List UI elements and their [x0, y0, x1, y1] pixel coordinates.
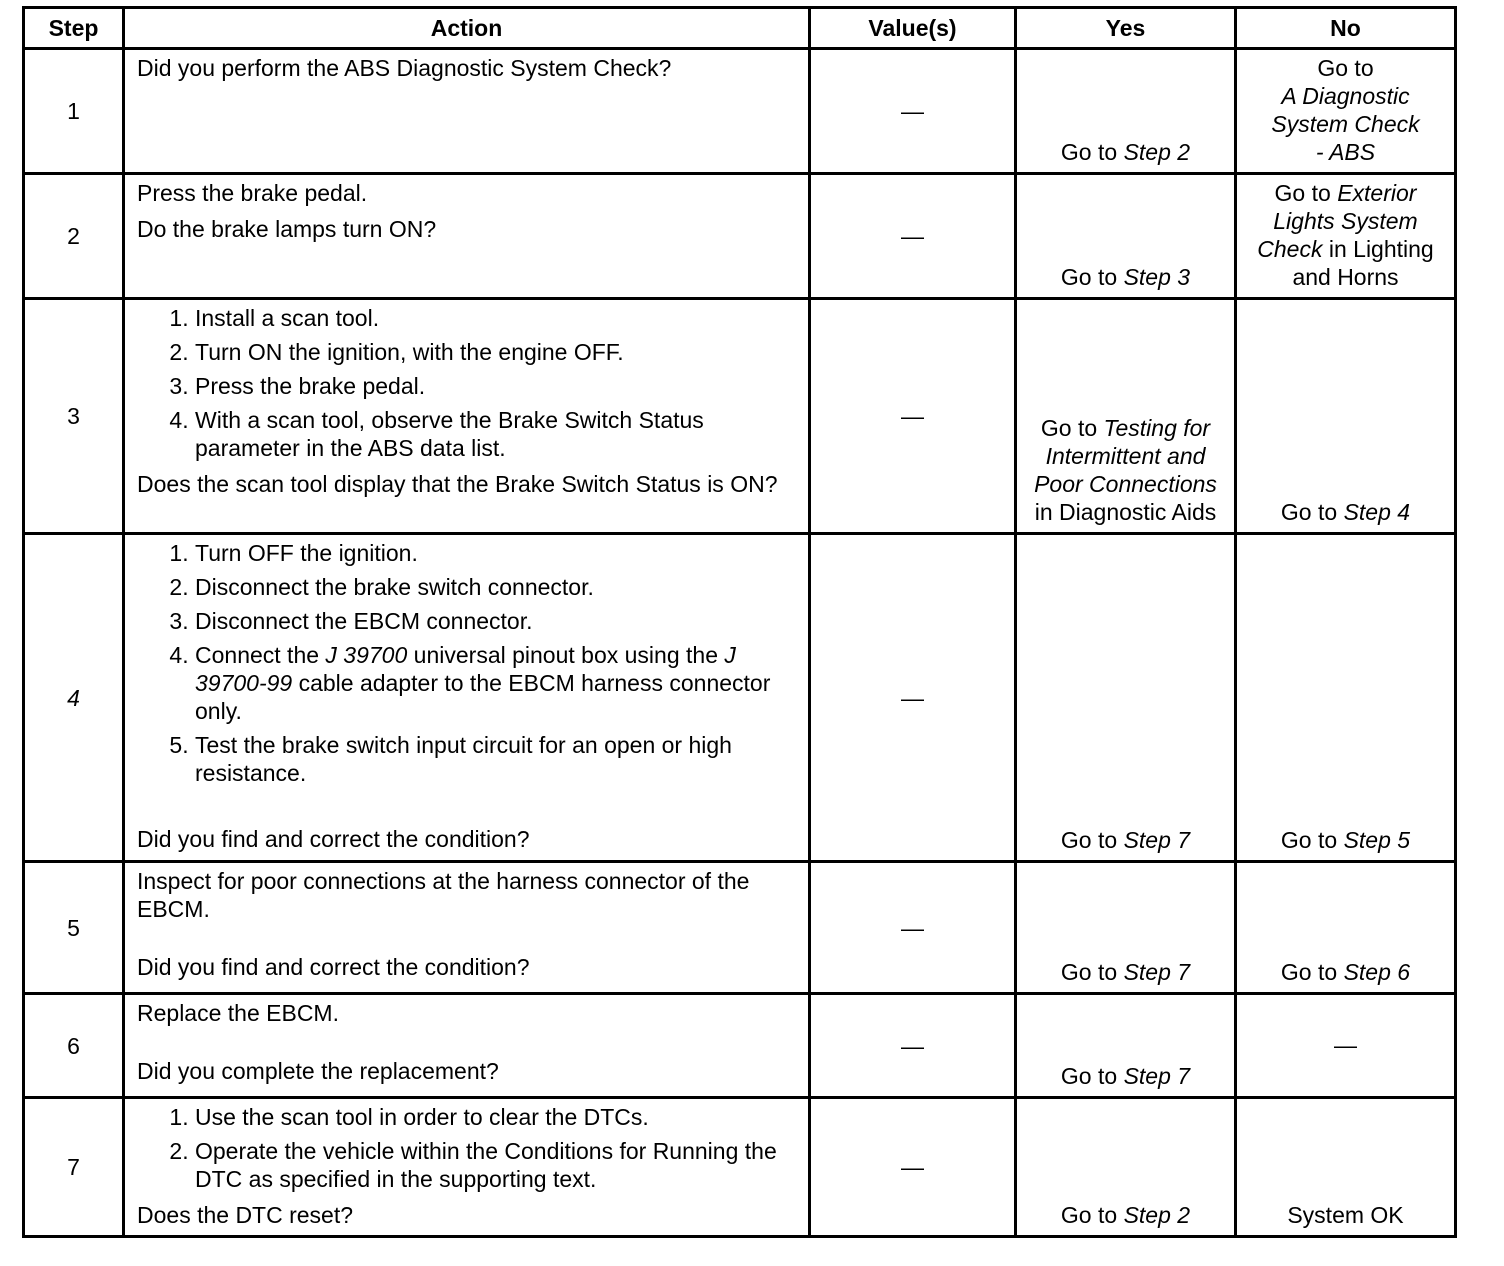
yes-prefix: Go to: [1060, 827, 1124, 853]
yes-link-step[interactable]: Step 7: [1123, 1063, 1191, 1089]
yes-prefix: Go to: [1060, 959, 1124, 985]
list-item: 1. Install a scan tool.: [195, 304, 796, 332]
no-cell: [1236, 174, 1456, 299]
yes-link-step[interactable]: Step 7: [1123, 959, 1191, 985]
yes-link-step[interactable]: Step 2: [1123, 139, 1191, 165]
yes-cell: [1016, 994, 1236, 1098]
yes-cell: [1016, 1098, 1236, 1237]
no-cell: [1236, 862, 1456, 994]
no-link-step[interactable]: Step 6: [1343, 959, 1411, 985]
action-question: Did you find and correct the condition?: [137, 954, 530, 980]
no-link-step[interactable]: Step 5: [1343, 827, 1411, 853]
value-cell: —: [810, 299, 1016, 534]
yes-prefix: Go to: [1040, 415, 1104, 441]
yes-cell: [1016, 862, 1236, 994]
value-cell: —: [810, 49, 1016, 174]
no-link-exterior-lights[interactable]: Exterior Lights System Check: [1257, 180, 1418, 262]
action-paragraph: Press the brake pedal.: [137, 180, 368, 206]
list-item: 2. Disconnect the brake switch connector.: [195, 573, 796, 601]
list-item: 3. Disconnect the EBCM connector.: [195, 607, 796, 635]
action-paragraph: Inspect for poor connections at the harness connector of the EBCM.: [137, 868, 750, 922]
step-number: 2: [24, 174, 124, 299]
action-cell: [124, 534, 810, 862]
table-row: [24, 862, 1456, 994]
list-item: 1. Use the scan tool in order to clear the DTCs.: [195, 1103, 796, 1131]
yes-suffix: in Diagnostic Aids: [1034, 499, 1217, 525]
header-step: Step: [24, 8, 124, 49]
no-prefix: Go to: [1280, 959, 1344, 985]
no-link-step[interactable]: Step 4: [1343, 499, 1411, 525]
list-item-text: universal pinout box using the: [407, 642, 725, 668]
no-cell: [1236, 49, 1456, 174]
step-number: 1: [24, 49, 124, 174]
header-no: No: [1236, 8, 1456, 49]
header-action: Action: [124, 8, 810, 49]
list-item: 4. With a scan tool, observe the Brake Switch Status parameter in the ABS data list.: [195, 406, 796, 462]
table-row: [24, 1098, 1456, 1237]
table-row: [24, 994, 1456, 1098]
header-yes: Yes: [1016, 8, 1236, 49]
yes-prefix: Go to: [1060, 1202, 1124, 1228]
action-cell: [124, 49, 810, 174]
value-cell: —: [810, 862, 1016, 994]
list-item-text: Connect the: [195, 642, 326, 668]
no-prefix: Go to: [1280, 827, 1344, 853]
no-cell: System OK: [1236, 1098, 1456, 1237]
step-number: 5: [24, 862, 124, 994]
list-item: [195, 641, 796, 725]
no-cell: [1236, 534, 1456, 862]
table-row: [24, 299, 1456, 534]
step-number: [24, 534, 124, 862]
step-number-text: 4: [67, 684, 80, 711]
yes-cell: [1016, 49, 1236, 174]
header-values: Value(s): [810, 8, 1016, 49]
yes-link-testing-intermittent[interactable]: Testing for Intermittent and Poor Connections: [1034, 415, 1217, 497]
tool-ref-j39700-99: J 39700-99: [195, 642, 736, 696]
diagnostic-table: [22, 6, 1457, 1238]
no-prefix: Go to: [1274, 180, 1338, 206]
action-cell: [124, 299, 810, 534]
action-paragraph: Replace the EBCM.: [137, 1000, 339, 1026]
no-prefix: Go to: [1280, 499, 1344, 525]
action-question: Does the DTC reset?: [137, 1202, 354, 1228]
table-row: [24, 174, 1456, 299]
action-steps-list: [137, 539, 796, 787]
step-number: 3: [24, 299, 124, 534]
list-item: 1. Turn OFF the ignition.: [195, 539, 796, 567]
value-cell: —: [810, 994, 1016, 1098]
action-steps-list: [137, 304, 796, 462]
step-number: 7: [24, 1098, 124, 1237]
action-question: Did you complete the replacement?: [137, 1058, 499, 1084]
value-cell: —: [810, 174, 1016, 299]
table-header-row: [24, 8, 1456, 49]
yes-link-step[interactable]: Step 2: [1123, 1202, 1191, 1228]
action-cell: [124, 862, 810, 994]
table-row: [24, 49, 1456, 174]
action-cell: [124, 1098, 810, 1237]
action-cell: [124, 994, 810, 1098]
action-cell: [124, 174, 810, 299]
yes-link-step[interactable]: Step 7: [1123, 827, 1191, 853]
action-question: Do the brake lamps turn ON?: [137, 216, 437, 242]
yes-cell: [1016, 534, 1236, 862]
action-question: Did you perform the ABS Diagnostic System Check?: [137, 55, 672, 81]
action-question: Does the scan tool display that the Brake Switch Status is ON?: [137, 471, 778, 497]
yes-cell: [1016, 299, 1236, 534]
no-link-diagnostic-check[interactable]: A Diagnostic System Check - ABS: [1271, 83, 1420, 165]
yes-cell: [1016, 174, 1236, 299]
yes-link-step[interactable]: Step 3: [1123, 264, 1191, 290]
list-item: 2. Turn ON the ignition, with the engine OFF.: [195, 338, 796, 366]
no-cell: [1236, 299, 1456, 534]
list-item: 3. Press the brake pedal.: [195, 372, 796, 400]
yes-prefix: Go to: [1060, 139, 1124, 165]
table-row: [24, 534, 1456, 862]
yes-prefix: Go to: [1060, 264, 1124, 290]
no-cell: —: [1236, 994, 1456, 1098]
no-prefix: Go to: [1317, 55, 1374, 81]
yes-prefix: Go to: [1060, 1063, 1124, 1089]
action-steps-list: [137, 1103, 796, 1193]
tool-ref-j39700: J 39700: [325, 642, 408, 668]
action-question: Did you find and correct the condition?: [137, 826, 530, 852]
list-item-text: cable adapter to the EBCM harness connector only.: [195, 670, 771, 724]
value-cell: —: [810, 534, 1016, 862]
list-item: 2. Operate the vehicle within the Conditions for Running the DTC as specified in the supporting text.: [195, 1137, 796, 1193]
value-cell: —: [810, 1098, 1016, 1237]
no-suffix: in Lighting and Horns: [1292, 236, 1434, 290]
step-number: 6: [24, 994, 124, 1098]
list-item: 5. Test the brake switch input circuit for an open or high resistance.: [195, 731, 796, 787]
